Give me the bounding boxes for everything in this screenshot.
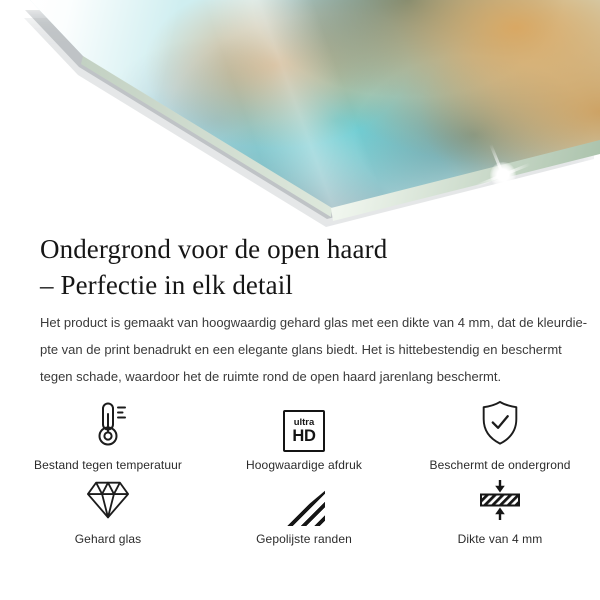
feature-grid (10, 398, 598, 546)
feature-label: Dikte van 4 mm (457, 532, 543, 546)
page-title-line2: – Perfectie in elk detail (40, 270, 293, 300)
thickness-icon (478, 479, 522, 526)
feature-label: Bestand tegen temperatuur (34, 458, 182, 472)
feature-protects-floor (402, 398, 598, 472)
page-title-line1: Ondergrond voor de open haard (40, 234, 388, 264)
feature-label: Beschermt de ondergrond (429, 458, 571, 472)
page-title (40, 231, 387, 303)
description-line2: pte van de print benadrukt en een elegante glans biedt. Het is hittebestendig en beschermt (40, 342, 562, 357)
feature-label: Gepolijste randen (256, 532, 352, 546)
product-photo (0, 0, 600, 232)
description-line1: Het product is gemaakt van hoogwaardig gehard glas met een dikte van 4 mm, dat de kleurdie- (40, 315, 588, 330)
polished-edges-icon (283, 490, 325, 526)
shield-check-icon (477, 399, 523, 452)
feature-label: Gehard glas (74, 532, 142, 546)
ultra-hd-icon: ultra HD (283, 410, 325, 452)
diamond-icon (84, 479, 132, 526)
feature-tempered-glass (10, 486, 206, 546)
feature-thickness (402, 486, 598, 546)
description-line3: tegen schade, waardoor het de ruimte rond de open haard jarenlang beschermt. (40, 369, 502, 384)
feature-label: Hoogwaardige afdruk (246, 458, 362, 472)
product-description (40, 309, 587, 390)
feature-polished-edges (206, 486, 402, 546)
thermometer-icon (87, 401, 129, 452)
feature-print-quality (206, 398, 402, 472)
feature-temperature (10, 398, 206, 472)
